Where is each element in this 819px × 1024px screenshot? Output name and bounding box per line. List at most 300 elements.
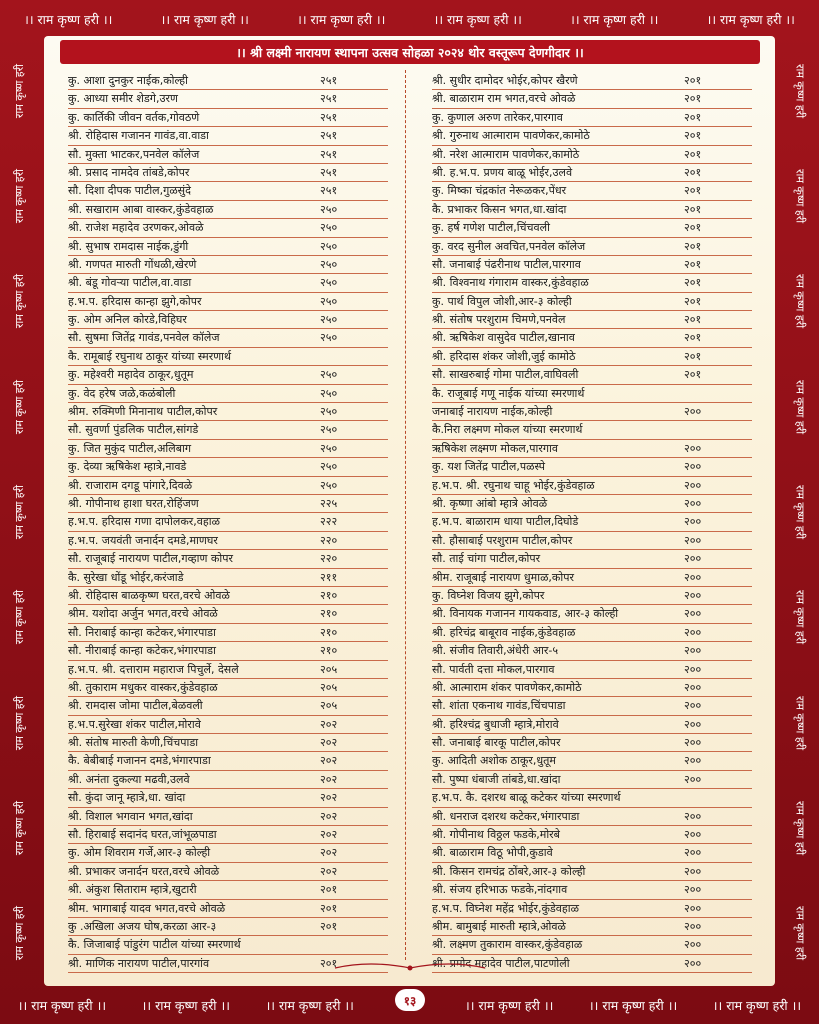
donation-amount: २५० [320,368,338,382]
donation-amount: २०० [684,552,702,566]
donor-list-right [432,72,752,973]
donor-name: कै. राजूबाई गणू नाईक यांच्या स्मरणार्थ [432,386,585,400]
donor-name: श्री. अंकुश सिताराम म्हात्रे,खुटारी [68,883,197,897]
donor-name: श्रीम. राजूबाई नारायण धुमाळ,कोपर [432,570,574,584]
donor-row [432,679,752,697]
donor-row [68,477,388,495]
donor-row [68,274,388,292]
donor-row [432,477,752,495]
border-text: राम कृष्ण हरी [793,274,807,329]
donation-amount: २५० [320,331,338,345]
border-text: ।। राम कृष्ण हरी ।। [297,11,386,27]
donor-row [68,661,388,679]
donor-name: श्री. राजाराम दगडू पांगारे,दिवळे [68,478,193,492]
column-divider [405,70,406,960]
page-title: ।। श्री लक्ष्मी नारायण स्थापना उत्सव सोहळा २०२४ थोर वस्तूरूप देणगीदार ।। [60,40,760,64]
donor-row [68,109,388,127]
donor-row [432,440,752,458]
donation-amount: २०० [684,496,702,510]
border-text: राम कृष्ण हरी [793,484,807,539]
donation-amount: २५१ [320,110,338,124]
donor-row [68,348,388,366]
border-text: राम कृष्ण हरी [793,906,807,961]
donor-row [432,146,752,164]
donor-name: ह.भ.प. कै. दशरथ बाळू कटेकर यांच्या स्मरणार्थ [432,791,621,805]
donor-name: श्री. रामदास जोमा पाटील,बेळवली [68,699,203,713]
donor-name: श्री. आत्माराम शंकर पावणेकर,कामोठे [432,680,582,694]
donation-amount: २०० [684,754,702,768]
donor-name: सौ. ताई चांगा पाटील,कोपर [432,552,541,566]
donor-name: श्री. लक्ष्मण तुकाराम वास्कर,कुंडेवहाळ [432,938,583,952]
donor-name: श्री. बाळाराम राम भगत,वरचे ओवळे [432,92,576,106]
donation-amount: २१० [320,607,338,621]
donor-row [432,844,752,862]
donation-amount: २०१ [684,92,702,106]
donation-amount: २०० [684,515,702,529]
donor-row [432,789,752,807]
donor-name: श्री. गुरुनाथ आत्माराम पावणेकर,कामोठे [432,129,590,143]
donor-name: श्री. माणिक नारायण पाटील,पारगांव [68,956,210,970]
donor-name: सौ. शांता एकनाथ गावंड,चिंचपाडा [432,699,566,713]
donation-amount: २०२ [320,772,338,786]
donor-name: कु. कार्तिकी जीवन वर्तक,गोवठणे [68,110,200,124]
border-text: राम कृष्ण हरी [793,695,807,750]
donation-amount: २५० [320,239,338,253]
donor-name: कु. आशा दुनकुर नाईक,कोल्ही [68,74,188,87]
donor-name: कै. बेबीबाई गजानन दमडे,भंगारपाडा [68,754,211,768]
footer-ornament [330,962,490,974]
donor-row [68,918,388,936]
donor-row [432,201,752,219]
donor-row [432,532,752,550]
donation-amount: २०० [684,883,702,897]
border-text: ।। राम कृष्ण हरी ।। [706,11,795,27]
donor-name: सौ. दिशा दीपक पाटील,गुळसुंदे [68,184,191,198]
donor-row [68,697,388,715]
donor-row [68,605,388,623]
donor-name: सौ. निराबाई कान्हा कटेकर,भंगारपाडा [68,625,216,639]
donor-name: श्री. बाळाराम विठू भोपी,कुडावे [432,846,553,860]
donor-row [432,329,752,347]
donation-amount: २५१ [320,184,338,198]
border-text: ।। राम कृष्ण हरी ।। [265,997,354,1013]
donor-name: कै.निरा लक्ष्मण मोकल यांच्या स्मरणार्थ [432,423,583,437]
donor-row [432,72,752,90]
donor-row [432,550,752,568]
donation-amount: २२५ [320,496,338,510]
donor-row [68,679,388,697]
donor-row [68,403,388,421]
border-text: राम कृष्ण हरी [12,800,26,855]
donor-name: श्री. गोपीनाथ हाशा घरत,रोहिंजण [68,496,199,510]
donor-row [432,513,752,531]
donor-row [68,863,388,881]
donation-amount: २०० [684,607,702,621]
donor-name: कु. ओम शिवराम गर्जे,आर-३ कोल्ही [68,846,211,860]
donor-name: ह.भ.प. बाळाराम धाया पाटील,दिघोडे [432,515,579,529]
donor-row [68,642,388,660]
donor-name: कु. वरद सुनील अवचित,पनवेल कॉलेज [432,239,586,253]
donor-name: सौ. मुक्ता भाटकर,पनवेल कॉलेज [68,147,200,161]
donation-amount: २०० [684,846,702,860]
donor-name: कु. मिष्का चंद्रकांत नेरूळकर,पेंधर [432,184,567,198]
donor-row [68,900,388,918]
border-text: ।। राम कृष्ण हरी ।। [433,11,522,27]
donor-row [432,495,752,513]
donor-row [68,789,388,807]
donor-name: सौ. जनाबाई बारकू पाटील,कोपर [432,736,561,750]
donor-row [68,293,388,311]
donor-list-left [68,72,388,973]
border-text: राम कृष्ण हरी [12,695,26,750]
top-border-band [0,0,819,38]
donor-name: सौ. पार्वती दत्ता मोकल,पारगाव [432,662,555,676]
donor-row [68,826,388,844]
donor-name: श्री. सखाराम आबा वास्कर,कुंडेवहाळ [68,202,214,216]
donor-row [68,458,388,476]
donation-amount: २०० [684,699,702,713]
donor-name: श्रीम. भागाबाई यादव भगत,वरचे ओवळे [68,901,226,915]
donation-amount: २०० [684,644,702,658]
donor-row [432,697,752,715]
border-text: राम कृष्ण हरी [12,168,26,224]
donor-name: कु. वेद हरेष जळे,कळंबोली [68,386,176,400]
donation-amount: २०० [684,680,702,694]
donor-name: ह.भ.प.सुरेखा शंकर पाटील,मोरावे [68,717,201,731]
donor-row [68,256,388,274]
donation-amount: २५० [320,441,338,455]
donor-row [432,587,752,605]
donor-name: श्री. विनायक गजानन गायकवाड, आर-३ कोल्ही [432,607,619,621]
donor-row [432,421,752,439]
donor-name: सौ. हिराबाई सदानंद घरत,जांभूळपाडा [68,828,217,842]
donation-amount: २०० [684,588,702,602]
donation-amount: २०२ [320,754,338,768]
donor-name: कु. आदिती अशोक ठाकूर,धुतूम [432,754,556,768]
donor-row [68,182,388,200]
donation-amount: २०२ [320,717,338,731]
donor-name: ह.भ.प. जयवंती जनार्दन दमडे,माणघर [68,533,218,547]
donor-row [68,421,388,439]
donation-amount: २५० [320,257,338,271]
donor-row [432,569,752,587]
donor-name: कु. देव्या ऋषिकेश म्हात्रे,नावडे [68,460,187,474]
donor-name: श्री. विश्वनाथ गंगाराम वास्कर,कुंडेवहाळ [432,276,589,290]
donor-name: ऋषिकेश लक्ष्मण मोकल,पारगाव [432,441,558,455]
donor-name: सौ. जनाबाई पंढरीनाथ पाटील,पारगाव [432,257,581,271]
donor-row [432,716,752,734]
donation-amount: २०२ [320,846,338,860]
donor-name: श्री. कृष्णा आंबो म्हात्रे ओवळे [432,496,548,510]
donor-row [68,164,388,182]
border-text: राम कृष्ण हरी [793,168,807,224]
donation-amount: २५१ [320,165,338,179]
donor-name: श्री. धनराज दशरथ कटेकर,भंगारपाडा [432,809,580,823]
donor-row [432,403,752,421]
donation-amount: २५० [320,294,338,308]
donation-amount: २०० [684,736,702,750]
donor-row [432,624,752,642]
donor-name: श्री. गोपीनाथ विठ्ठल फडके,मोरबे [432,828,560,842]
donation-amount: २०५ [320,680,338,694]
donation-amount: २५१ [320,147,338,161]
donation-amount: २०१ [684,129,702,143]
donor-name: श्री. अनंता दुकल्या मढवी,उलवे [68,772,190,786]
donation-amount: २१० [320,644,338,658]
donor-row [68,440,388,458]
border-text: राम कृष्ण हरी [793,800,807,855]
donation-amount: २५० [320,386,338,400]
donor-row [432,274,752,292]
donor-row [68,771,388,789]
donor-name: सौ. हौसाबाई परशुराम पाटील,कोपर [432,533,573,547]
donation-amount: २०० [684,956,702,970]
donor-row [432,109,752,127]
donor-name: श्री. किसन रामचंद्र ठोंबरे,आर-३ कोल्ही [432,864,586,878]
page-number: १३ [395,989,425,1011]
border-text: राम कृष्ण हरी [12,274,26,329]
donation-amount: २०० [684,717,702,731]
donor-name: श्री. रोहिदास बाळकृष्ण घरत,वरचे ओवळे [68,588,230,602]
donor-row [68,513,388,531]
donation-amount: २०१ [684,165,702,179]
border-text: ।। राम कृष्ण हरी ।। [465,997,554,1013]
donor-row [68,495,388,513]
donation-amount: २०२ [320,791,338,805]
donor-row [68,624,388,642]
donor-name: सौ. पुष्पा धंबाजी तांबडे,धा.खांदा [432,772,561,786]
donor-row [68,238,388,256]
donor-row [432,348,752,366]
donation-amount: २११ [320,570,338,584]
donor-name: कु. विघ्नेश विजय झुगे,कोपर [432,588,545,602]
donor-name: श्री. रोहिदास गजानन गावंड,वा.वाडा [68,129,209,143]
border-text: ।। राम कृष्ण हरी ।। [24,11,113,27]
donation-amount: २०० [684,938,702,952]
donor-row [432,771,752,789]
donation-amount: २५० [320,405,338,419]
donation-amount: २०० [684,441,702,455]
donation-amount: २०१ [684,313,702,327]
border-text: ।। राम कृष्ण हरी ।। [160,11,249,27]
donation-amount: २०० [684,533,702,547]
donor-name: सौ. नीराबाई कान्हा कटेकर,भंगारपाडा [68,644,216,658]
border-text: ।। राम कृष्ण हरी ।। [588,997,678,1013]
donor-row [432,458,752,476]
donor-name: कु. हर्ष गणेश पाटील,चिंचवली [432,221,550,235]
donation-amount: २१० [320,588,338,602]
donor-name: सौ. कुंदा जानू म्हात्रे,धा. खांदा [68,791,186,805]
donor-row [432,605,752,623]
donation-amount: २०१ [684,331,702,345]
donor-name: कु. ओम अनिल कोरडे,विहिघर [68,313,187,327]
donor-name: सौ. सुवर्णा पुंडलिक पाटील,सांगडे [68,423,199,437]
donor-name: श्री. सुधीर दामोदर भोईर,कोपर खैरणे [432,74,578,87]
donor-name: श्री. राजेश महादेव उरणकर,ओवळे [68,221,204,235]
border-text: ।। राम कृष्ण हरी ।। [17,997,107,1013]
donation-amount: २०० [684,901,702,915]
donor-name: कै. प्रभाकर किसन भगत,धा.खांदा [432,202,567,216]
donation-amount: २०१ [684,276,702,290]
donor-row [68,72,388,90]
donor-name: कै. सुरेखा धोंडू भोईर,करंजाडे [68,570,184,584]
donor-name: ह.भ.प. विघ्नेश महेंद्र भोईर,कुंडेवहाळ [432,901,579,915]
donation-amount: २०५ [320,662,338,676]
donation-amount: २२० [320,533,338,547]
donation-amount: २५० [320,478,338,492]
donor-row [68,808,388,826]
border-text: ।। राम कृष्ण हरी ।। [141,997,230,1013]
donor-name: कै. जिजाबाई पांडुरंग पाटील यांच्या स्मरणार्थ [68,938,241,952]
donor-row [432,936,752,954]
donation-amount: २०२ [320,736,338,750]
donation-amount: २०० [684,864,702,878]
donor-name: श्री. हरिचंद्र बाबूराव नाईक,कुंडेवहाळ [432,625,576,639]
donor-row [68,127,388,145]
donation-amount: २०० [684,662,702,676]
donor-name: श्री. संजय हरिभाऊ फडके,नांदगाव [432,883,568,897]
donation-amount: २०२ [320,809,338,823]
border-text: राम कृष्ण हरी [12,484,26,539]
donor-row [68,366,388,384]
donation-amount: २५० [320,423,338,437]
donation-amount: २०० [684,625,702,639]
donation-amount: २०५ [320,699,338,713]
donation-amount: २०१ [320,956,338,970]
donation-amount: २०१ [320,919,338,933]
donor-row [68,936,388,954]
donor-name: ह.भ.प. श्री. रघुनाथ चाहू भोईर,कुंडेवहाळ [432,478,595,492]
border-text: राम कृष्ण हरी [793,379,807,434]
donor-row [432,182,752,200]
donor-name: श्री. प्रमोद महादेव पाटील,पाटणोली [432,956,570,970]
donor-name: श्री. हरिदास शंकर जोशी,जुई कामोठे [432,349,576,363]
donor-name: श्री. गणपत मारुती गोंधळी,खेरणे [68,257,197,271]
donor-name: श्रीम. यशोदा अर्जुन भगत,वरचे ओवळे [68,607,218,621]
donation-amount: २०० [684,478,702,492]
donation-amount: २०१ [684,349,702,363]
donation-amount: २०१ [320,883,338,897]
donor-name: ह.भ.प. हरिदास कान्हा झुगे,कोपर [68,294,202,308]
donor-name: ह.भ.प. श्री. दत्ताराम महाराज पिचुर्ले, देसले [68,662,239,676]
donor-row [68,569,388,587]
donor-row [68,752,388,770]
donor-name: कु. पार्थ विपुल जोशी,आर-३ कोल्ही [432,294,572,308]
donor-row [68,716,388,734]
donation-amount: २०१ [684,110,702,124]
donation-amount: २०१ [684,221,702,235]
donor-row [432,293,752,311]
donation-amount: २०० [684,405,702,419]
donor-row [68,587,388,605]
donor-name: कु. जित मुकुंद पाटील,अलिबाग [68,441,192,455]
donation-amount: २०१ [320,901,338,915]
donor-name: श्री. सुभाष रामदास नाईक,डुंगी [68,239,189,253]
donation-amount: २५० [320,313,338,327]
donor-row [432,661,752,679]
donor-name: श्री. ह.भ.प. प्रणय बाळू भोईर,उलवे [432,165,573,179]
border-text: राम कृष्ण हरी [793,63,807,118]
donor-row [432,164,752,182]
donor-row [432,366,752,384]
donor-row [432,642,752,660]
donation-amount: २०१ [684,294,702,308]
donor-row [68,201,388,219]
donor-name: श्री. ऋषिकेश वासुदेव पाटील,खानाव [432,331,575,345]
donor-row [68,844,388,862]
donation-amount: २०१ [684,239,702,253]
donation-amount: २०१ [684,257,702,271]
donor-row [68,146,388,164]
donation-amount: २०१ [684,368,702,382]
donor-row [432,734,752,752]
donation-amount: २२२ [320,515,338,529]
left-border-band [0,38,38,986]
donation-amount: २०० [684,809,702,823]
border-text: राम कृष्ण हरी [12,63,26,118]
donation-amount: २०१ [684,184,702,198]
donor-name: कै. रामूबाई रघुनाथ ठाकूर यांच्या स्मरणार्थ [68,349,232,363]
donation-amount: २५१ [320,129,338,143]
right-border-band [781,38,819,986]
donation-amount: २५० [320,202,338,216]
border-text: राम कृष्ण हरी [12,379,26,434]
donor-name: श्रीम. रुक्मिणी मिनानाथ पाटील,कोपर [68,405,218,419]
donor-row [432,385,752,403]
donor-row [432,238,752,256]
donation-amount: २०१ [684,202,702,216]
donation-amount: २५० [320,221,338,235]
donor-name: कु. आध्या समीर शेडगे,उरण [68,92,178,106]
donation-amount: २५१ [320,74,338,87]
donor-row [432,90,752,108]
donor-row [68,219,388,237]
donor-name: सौ. राजूबाई नारायण पाटील,गव्हाण कोपर [68,552,233,566]
donation-amount: २०२ [320,864,338,878]
donation-amount: २०० [684,919,702,933]
donor-name: श्री. विशाल भगवान भगत,खांदा [68,809,193,823]
donor-name: श्री. तुकाराम मधुकर वास्कर,कुंडेवहाळ [68,680,218,694]
donor-name: सौ. साखरुबाई गोमा पाटील,वाघिवली [432,368,579,382]
border-text: राम कृष्ण हरी [793,590,807,645]
donation-amount: २१० [320,625,338,639]
donor-row [68,385,388,403]
donor-name: जनाबाई नारायण नाईक,कोल्ही [432,405,553,419]
donor-name: श्री. प्रसाद नामदेव तांबडे,कोपर [68,165,190,179]
donor-name: श्रीम. बामुबाई मारुती म्हात्रे,ओवळे [432,919,566,933]
donation-amount: २०० [684,828,702,842]
donation-amount: २०१ [684,147,702,161]
donor-row [432,808,752,826]
donor-row [432,863,752,881]
donation-amount: २२० [320,552,338,566]
donation-amount: २०१ [684,74,702,87]
donor-row [432,826,752,844]
donor-name: सौ. सुषमा जितेंद्र गावंड,पनवेल कॉलेज [68,331,220,345]
donor-name: श्री. संतोष मारुती केणी,चिंचपाडा [68,736,199,750]
donor-name: श्री. बंडू गोवऱ्या पाटील,वा.वाडा [68,276,192,290]
donor-name: श्री. हरिश्चंद्र बुधाजी म्हात्रे,मोरावे [432,717,559,731]
donation-amount: २५० [320,460,338,474]
donation-amount: २५१ [320,92,338,106]
donor-row [432,752,752,770]
donor-row [68,329,388,347]
donor-name: श्री. नरेश आत्माराम पावणेकर,कामोठे [432,147,580,161]
donor-row [432,900,752,918]
border-text: ।। राम कृष्ण हरी ।। [570,11,659,27]
border-text: राम कृष्ण हरी [12,906,26,961]
donor-name: श्री. संजीव तिवारी,अंधेरी आर-५ [432,644,559,658]
